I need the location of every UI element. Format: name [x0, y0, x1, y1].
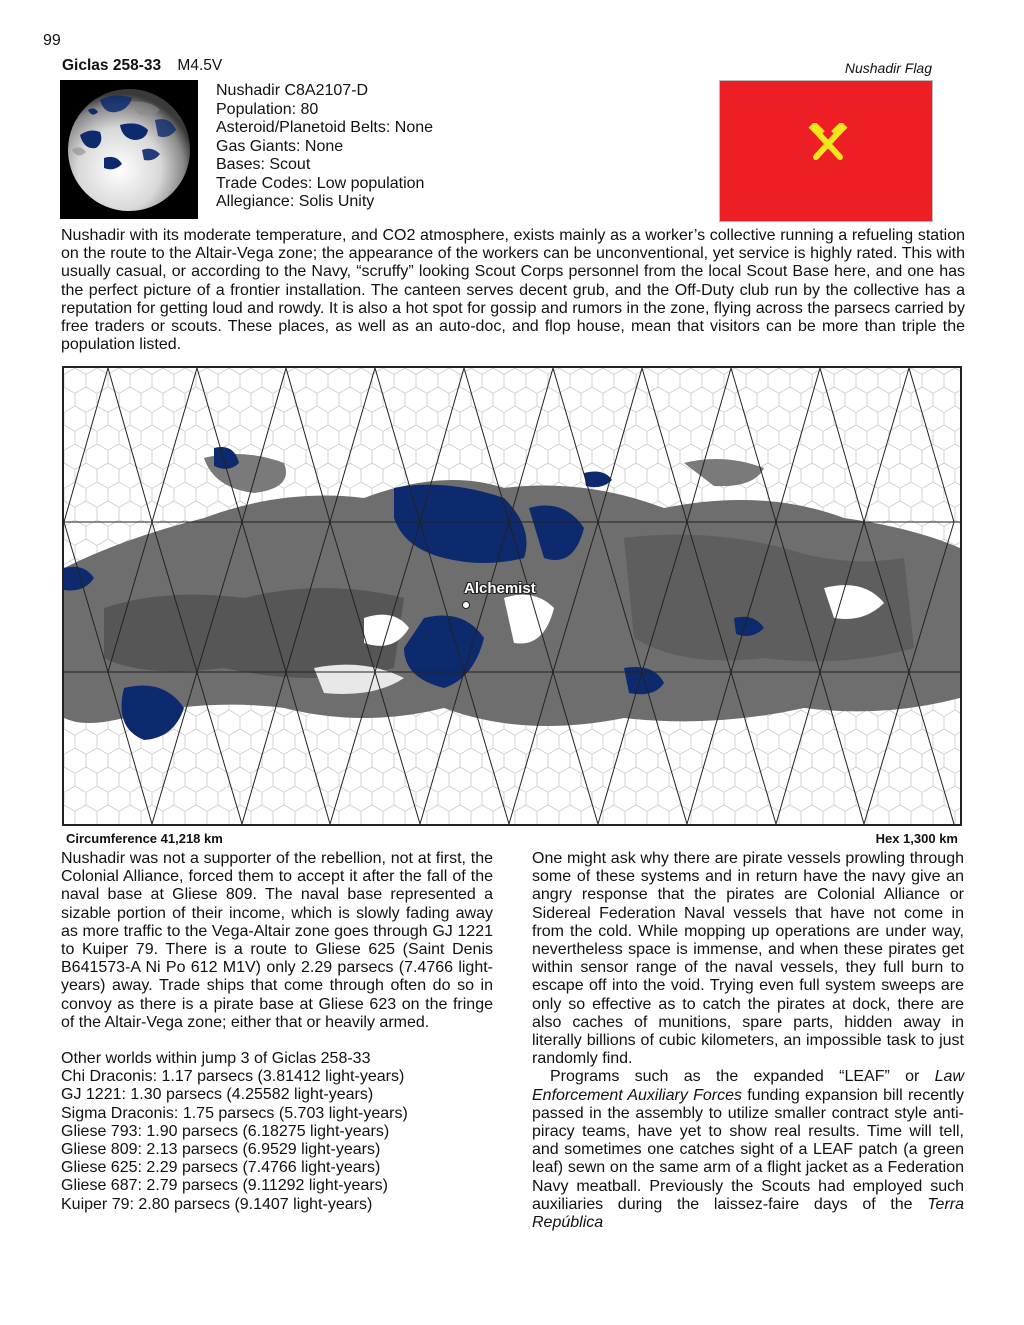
map-location-label: Alchemist	[464, 580, 536, 597]
crossed-hammers-icon	[808, 123, 848, 163]
map-circumference: Circumference 41,218 km	[66, 831, 223, 846]
page-number: 99	[43, 32, 61, 49]
intro-paragraph: Nushadir with its moderate temperature, and CO2 atmosphere, exists mainly as a worker’s collective running a refueling station on the route to the Altair-Vega zone; the appearance of the workers can be unconventional, yet service is highly rated. This with usually casual, or according to the Navy, “scruffy” looking Scout Corps personnel from the local Scout Base here, and one has the perfect picture of a frontier installation. The canteen serves decent grub, and the Off-Duty club run by the collective has a reputation for getting loud and rowdy. It is also a hot spot for gossip and rumors in the zone, flying across the parsecs carried by free traders or scouts. These places, as well as an auto-doc, and flop house, mean that visitors can be more than triple the population listed.	[61, 227, 965, 354]
list-item: Gliese 809: 2.13 parsecs (6.9529 light-years)	[61, 1141, 381, 1159]
list-item: Kuiper 79: 2.80 parsecs (9.1407 light-years)	[61, 1195, 373, 1213]
terra-republica-italic: Terra República	[532, 1195, 964, 1232]
planet-image	[60, 80, 198, 219]
leaf-italic-name: Law Enforcement Auxiliary Forces	[532, 1068, 964, 1104]
leaf-text-c: funding expansion bill recently passed in the assembly to utilize smaller contract style anti-piracy teams, have yet to show real results. Time will tell, and sometimes one catches sight of a LEAF patch (a green leaf) sewn on the same arm of a flight jacket as a Federation Navy meatball. Previously the Scouts had employed such auxiliaries during the laissez-faire days of the	[532, 1086, 964, 1213]
nearby-worlds-list	[61, 1050, 493, 1214]
system-name: Giclas 258-33	[62, 57, 162, 74]
belts-line: Asteroid/Planetoid Belts: None	[216, 119, 434, 136]
list-item: Chi Draconis: 1.17 parsecs (3.81412 light-years)	[61, 1068, 405, 1086]
allegiance-line: Allegiance: Solis Unity	[216, 193, 375, 210]
list-item: Sigma Draconis: 1.75 parsecs (5.703 light-years)	[61, 1104, 408, 1122]
left-column	[61, 850, 493, 1214]
trade-codes-line: Trade Codes: Low population	[216, 174, 425, 192]
nushadir-flag	[719, 80, 933, 222]
planet-stats	[216, 82, 433, 212]
worlds-heading: Other worlds within jump 3 of Giclas 258-33	[61, 1050, 371, 1068]
bases-line: Bases: Scout	[216, 156, 311, 173]
gas-giants-line: Gas Giants: None	[216, 137, 344, 155]
flag-caption: Nushadir Flag	[844, 60, 932, 76]
list-item: GJ 1221: 1.30 parsecs (4.25582 light-years)	[61, 1086, 374, 1104]
rebellion-paragraph: Nushadir was not a supporter of the rebellion, not at first, the Colonial Alliance, forced them to accept it after the fall of the naval base at Gliese 809. The naval base represented a sizable portion of their income, which is slowly fading away as more traffic to the Vega-Altair zone goes through GJ 1221 to Kuiper 79. There is a route to Gliese 625 (Saint Denis B641573-A Ni Po 612 M1V) only 2.29 parsecs (7.4766 light-years) away. Trade ships that come through often do so in convoy as there is a pirate base at Gliese 623 on the fringe of the Altair-Vega zone; either that or heavily armed.	[61, 850, 493, 1031]
right-column	[532, 850, 964, 1232]
list-item: Gliese 687: 2.79 parsecs (9.11292 light-years)	[61, 1177, 388, 1195]
world-map	[62, 366, 962, 826]
leaf-paragraph	[532, 1068, 964, 1232]
system-header	[62, 57, 222, 75]
uwp-line: Nushadir C8A2107-D	[216, 82, 369, 99]
list-item: Gliese 625: 2.29 parsecs (7.4766 light-years)	[61, 1159, 381, 1177]
list-item: Gliese 793: 1.90 parsecs (6.18275 light-years)	[61, 1122, 390, 1140]
map-hex-size: Hex 1,300 km	[875, 831, 958, 846]
starport-marker-icon	[462, 601, 470, 609]
spectral-class: M4.5V	[177, 57, 223, 74]
leaf-text-a: Programs such as the expanded “LEAF” or	[550, 1068, 935, 1086]
pirates-paragraph: One might ask why there are pirate vessels prowling through some of these systems and in return have the navy give an angry response that the pirates are Colonial Alliance or Sidereal Federation Naval vessels that have not come in from the cold. While mopping up operations are under way, nevertheless space is immense, and when these pirates get within sensor range of the naval vessels, they full burn to escape off into the void. Trying even full system sweeps are only so effective as to catch the pirates at dock, there are also caches of munitions, spare parts, hidden away in literally billions of cubic kilometers, an impossible task to just randomly find.	[532, 850, 964, 1068]
population-line: Population: 80	[216, 100, 319, 118]
